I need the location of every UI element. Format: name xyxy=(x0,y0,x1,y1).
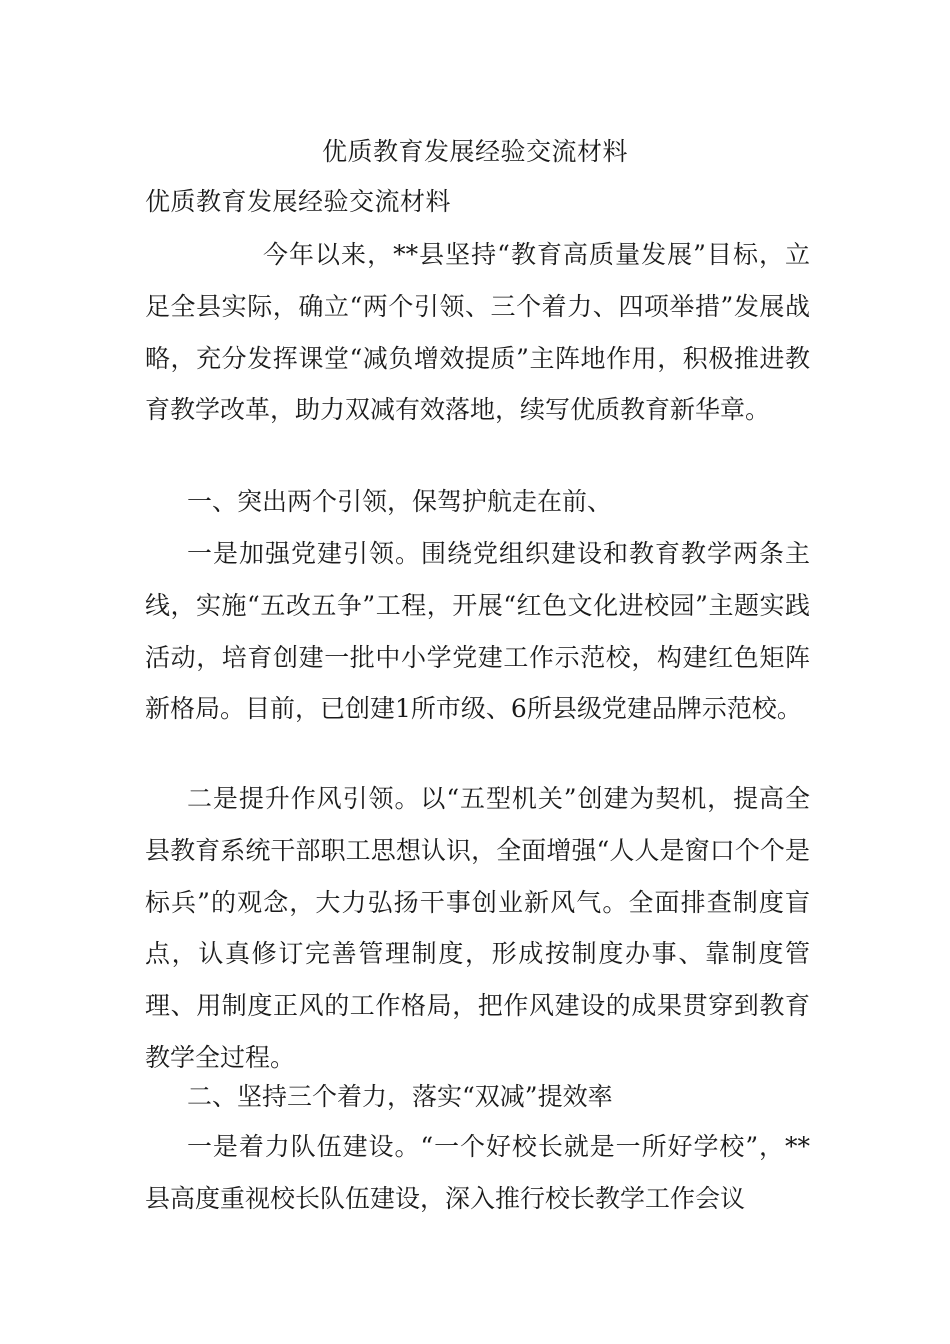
paragraph-intro: 今年以来，**县坚持“教育高质量发展”目标，立足全县实际，确立“两个引领、三个着力、四项举措”发展战略，充分发挥课堂“减负增效提质”主阵地作用，积极推进教育教学改革，助力双减有效落地，续写优质教育新华章。 xyxy=(145,240,810,425)
section-heading-1: 一、突出两个引领，保驾护航走在前、 xyxy=(187,487,613,516)
section-heading-2: 二、坚持三个着力，落实“双减”提效率 xyxy=(187,1082,613,1111)
paragraph-team-building: 一是着力队伍建设。“一个好校长就是一所好学校”，**县高度重视校长队伍建设，深入推行校长教学工作会议 xyxy=(145,1132,810,1213)
paragraph-party-building: 一是加强党建引领。围绕党组织建设和教育教学两条主线，实施“五改五争”工程，开展“红色文化进校园”主题实践活动，培育创建一批中小学党建工作示范校，构建红色矩阵新格局。目前，已创建1所市级、6所县级党建品牌示范校。 xyxy=(145,539,810,724)
document-title: 优质教育发展经验交流材料 xyxy=(321,137,628,166)
document-subtitle: 优质教育发展经验交流材料 xyxy=(145,187,452,216)
paragraph-work-style: 二是提升作风引领。以“五型机关”创建为契机，提高全县教育系统干部职工思想认识，全面增强“人人是窗口个个是标兵”的观念，大力弘扬干事创业新风气。全面排查制度盲点，认真修订完善管理制度，形成按制度办事、靠制度管理、用制度正风的工作格局，把作风建设的成果贯穿到教育教学全过程。 xyxy=(145,784,810,1072)
